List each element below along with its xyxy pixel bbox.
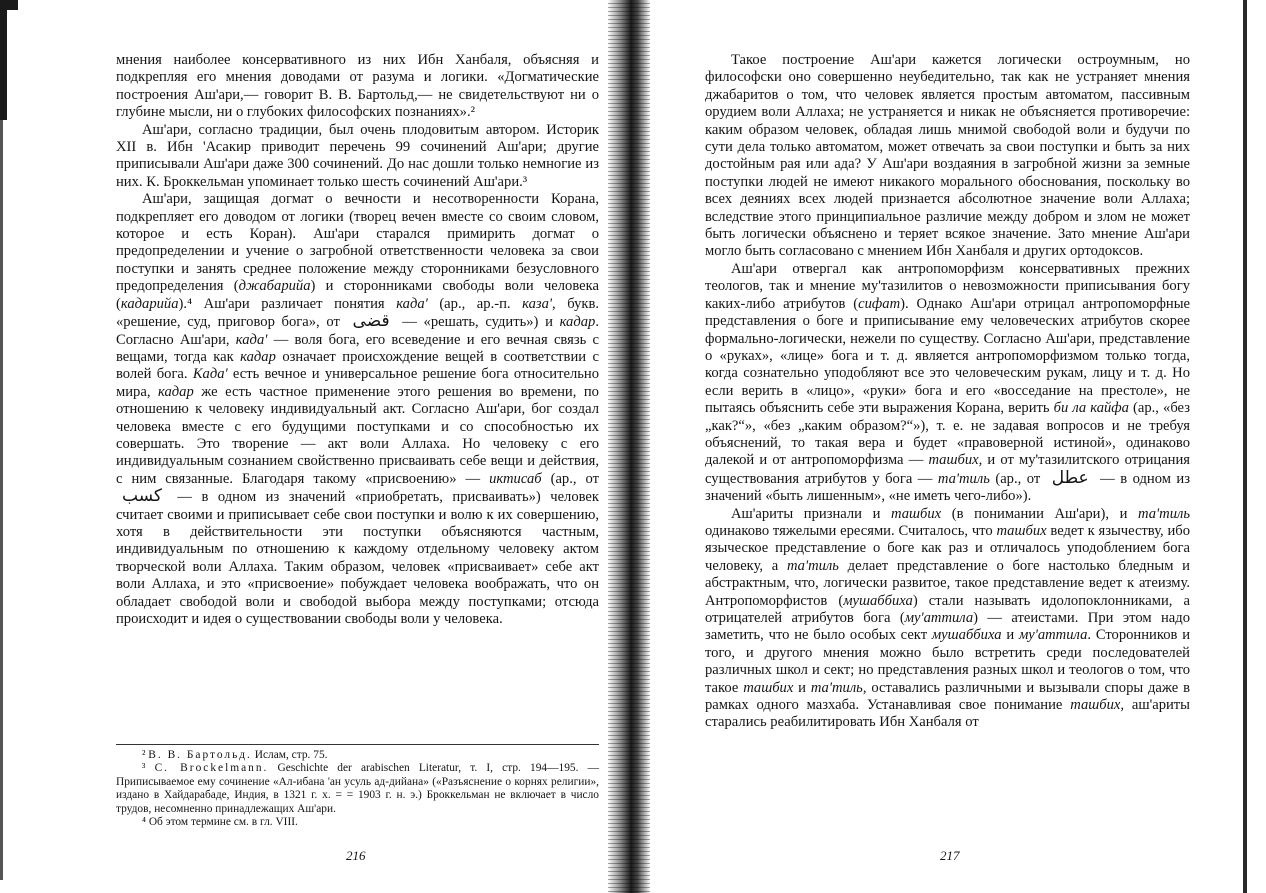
text-run: Аш'ариты признали и	[731, 505, 891, 522]
arabic-word: عطل	[1051, 467, 1089, 488]
text-run: ) стали называть идолопоклонниками, а отрицателей атрибутов бога (	[705, 592, 1190, 626]
text-run: ).⁴ Аш'ари различает понятия	[178, 295, 397, 312]
term: када'	[396, 295, 428, 312]
text-run: Аш'ари, защищая догмат о вечности и несотворенности Корана, подкрепляет его доводом от логики (творец вечен вместе со своим словом, которое и есть Коран). Аш'ари старался примирить догмат о предопределении и учение о загробной ответственности человека за свои поступки и занять среднее положение между сторонниками безусловного предопределения (	[116, 191, 599, 295]
text-run: же есть частное применение этого решения во времени, по отношению к человеку индивидуальный акт. Согласно Аш'ари, бог создал человека вместе с его будущими поступками и со способностью их совершать. Это творение — акт воли Аллаха. Но человеку с его индивидуальным сознанием свойственно присваивать себе вещи и действия, с ним связанные. Благодаря такому «присвоению» —	[116, 383, 599, 487]
text-run: (ар., от	[989, 470, 1046, 487]
footnote-text: Geschichte der arabischen Literatur, т. I, стр. 194—195. — Приписываемое ему сочинение «Ал-ибана 'ан усуль ад-дийана» («Разъяснение о корнях религии», издано в Хайдарабаде, Индия, в 1321 г. х. = = 1903 г. н. э.) Броккельман не включает в число трудов, несомненно принадлежащих Аш'ари.	[116, 762, 599, 815]
right-page	[630, 0, 1266, 893]
footnote-author: В. В. Бартольд.	[148, 749, 252, 761]
term: мушаббиха	[931, 627, 1002, 644]
term: ташбих,	[1070, 697, 1125, 714]
term: кадарийа	[120, 295, 179, 312]
text-run: и от му'тазилитского отрицания существования атрибутов у бога —	[705, 452, 1191, 487]
text-run: (в понимании Аш'ари), и	[941, 505, 1139, 522]
text-run: — в одном из значений «быть лишенным», «не иметь чего-либо»).	[705, 470, 1190, 505]
term: би ла кайфа	[1053, 400, 1129, 417]
text-run: Аш'ари отвергал как антропоморфизм консервативных прежних теологов, так и мнение му'тазилитов о невозможности приписывания богу каких-либо атрибутов (	[705, 260, 1190, 312]
text-run: означает происхождение вещей в соответствии с волей бога.	[116, 348, 599, 383]
footnote-text: Ислам, стр. 75.	[251, 749, 328, 761]
text-run: , оставались различными и вызывали споры даже в рамках одного мазхаба. Устанавливая свое понимание	[705, 679, 1191, 714]
text-run: делает представление о боге настолько бледным и абстрактным, что, логически развитое, такое представление ведет к атеизму. Антропоморфистов (	[705, 557, 1190, 609]
left-text-column	[116, 52, 599, 628]
left-page	[0, 0, 630, 893]
term: та'тиль	[810, 679, 863, 696]
right-paragraph-3	[705, 506, 1190, 732]
right-text-column	[705, 52, 1190, 732]
term: каза'	[522, 295, 552, 312]
footnote-author: C. Brockelmann.	[154, 762, 269, 775]
term: му'аттила	[904, 610, 974, 626]
arabic-word: كسب	[122, 486, 162, 507]
text-run: , букв. «решение, суд, приговор бога», от	[116, 295, 600, 331]
page-number: 217	[940, 848, 960, 863]
text-run: (ар., от	[541, 470, 599, 487]
term: кадар	[559, 314, 596, 331]
text-run: ) и сторонниками свободы воли человека (	[116, 278, 599, 312]
text-run: одинаково тяжелыми ересями. Считалось, что	[705, 522, 997, 539]
text-run: — в одном из значений «приобретать, присваивать») человек считает своими и приписывает себе свои поступки и волю к их совершению, хотя в действительности эти поступки объясняются частным, индивидуальным по отношению к каждому отдельному человеку актом творческой воли Аллаха. Таким образом, человек «присваивает» себе акт воли Аллаха, и это «присвоение» побуждает человека воображать, что он обладает свободой воли и свободой выбора между поступками; отсюда происходит и идея о существовании свободы воли у человека.	[116, 489, 599, 627]
right-paragraph-1: Такое построение Аш'ари кажется логически остроумным, но философски оно совершенно неубедительно, так как не устраняет мнения джабаритов о том, что человек является простым автоматом, пассивным орудием воли Аллаха; не устраняется и никак не объясняется противоречие: каким образом человек, обладая лишь мнимой свободой воли и будучи по сути дела только автоматом, может отвечать за свои поступки и быть за них достойным рая или ада? У Аш'ари воздаяния в загробной жизни за земные поступки людей не имеют никакого морального обоснования, поскольку во всех деяниях всех людей признается абсолютное значение воли Аллаха; вследствие этого принципиальное различие между добром и злом не может быть логически объяснено и теряет всякое значение. Зато мнение Аш'ари могло быть согласовано с мнением Ибн Ханбаля и других ортодоксов.	[705, 52, 1190, 260]
term: та'тиль	[786, 557, 839, 574]
term: ташбих,	[928, 452, 983, 469]
term: када'	[235, 331, 268, 348]
footnote-number: ³	[142, 762, 146, 775]
left-paragraph-3	[116, 191, 599, 628]
term: та'тиль	[1138, 505, 1190, 522]
arabic-word: قضى	[352, 311, 390, 332]
term: та'тиль	[937, 470, 990, 487]
text-run: и	[793, 679, 811, 696]
left-paragraph-1: мнения наиболее консервативного из них Ибн Ханбаля, объясняя и подкрепляя его мнения доводами от разума и логики. «Догматические построения Аш'ари,— говорит В. В. Бартольд,— не свидетельствуют ни о глубине мысли, ни о глубоких философских познаниях».²	[116, 52, 599, 121]
term: кадар	[158, 383, 194, 400]
term: Када'	[192, 366, 228, 383]
footnote-number: ²	[142, 749, 146, 761]
text-run: — «решать, судить») и	[395, 314, 560, 331]
term: сифат	[858, 295, 901, 312]
term: мушаббиха	[843, 592, 913, 609]
footnotes	[116, 744, 599, 829]
term: ташбих	[743, 679, 794, 696]
text-run: — воля бога, его всеведение и его вечная связь с вещами, тогда как	[116, 331, 599, 365]
text-run: (ар., «без „как?“», «без „каким образом?“»), т. е. не задавая вопросов и не требуя объяснений, то такая вера и будет «правоверной истиной», одинаково далекой и от антропоморфизма —	[705, 400, 1190, 469]
term: ташбих	[996, 522, 1047, 539]
text-run: . Сторонников и того, и другого мнения можно было встретить среди последователей различных школ и сект; но представления разных школ и теологов о том, что такое	[705, 627, 1190, 696]
footnote-2	[116, 749, 599, 762]
text-run: ) — атеистами. При этом надо заметить, что не было особых сект	[705, 610, 1190, 644]
text-run: аш'ариты старались реабилитировать Ибн Ханбаля от	[705, 697, 1190, 731]
term: джабарийа	[238, 278, 311, 295]
footnote-4: ⁴ Об этом термине см. в гл. VIII.	[142, 816, 298, 829]
term: кадар	[240, 348, 276, 365]
term: му'аттила	[1018, 627, 1088, 644]
page-number: 216	[346, 848, 366, 863]
footnote-3	[116, 762, 599, 816]
text-run: ведет к язычеству, ибо языческое представление о боге как раз и отличалось уподоблением бога человеку, а	[705, 522, 1191, 574]
text-run: . Согласно Аш'ари,	[116, 314, 599, 348]
text-run: есть вечное и универсальное решение бога относительно мира,	[116, 366, 599, 400]
term: ташбих	[891, 505, 942, 522]
right-paragraph-2	[705, 261, 1190, 506]
text-run: и	[1001, 627, 1019, 644]
text-run: (ар., ар.-п.	[427, 295, 523, 312]
left-paragraph-2: Аш'ари, согласно традиции, был очень плодовитым автором. Историк XII в. Ибн 'Асакир приводит перечень 99 сочинений Аш'ари; другие приписывали Аш'ари даже 300 сочинений. До нас дошли только немногие из них. К. Броккельман упоминает только шесть сочинений Аш'ари.³	[116, 121, 599, 190]
term: иктисаб	[489, 470, 542, 487]
text-run: ). Однако Аш'ари отрицал антропоморфные представления о боге и приписывание ему человеческих атрибутов скорее формально-логически, нежели по существу. Согласно Аш'ари, представление о «руках», «лице» бога и т. д. является антропоморфизмом только тогда, когда сознательно уподобляют все это человеческим рукам, лицу и т. д. Но если верить в «лицо», «руки» бога и его «восседание на престоле», не пытаясь объяснить себе эти выражения Корана, верить	[705, 295, 1190, 417]
